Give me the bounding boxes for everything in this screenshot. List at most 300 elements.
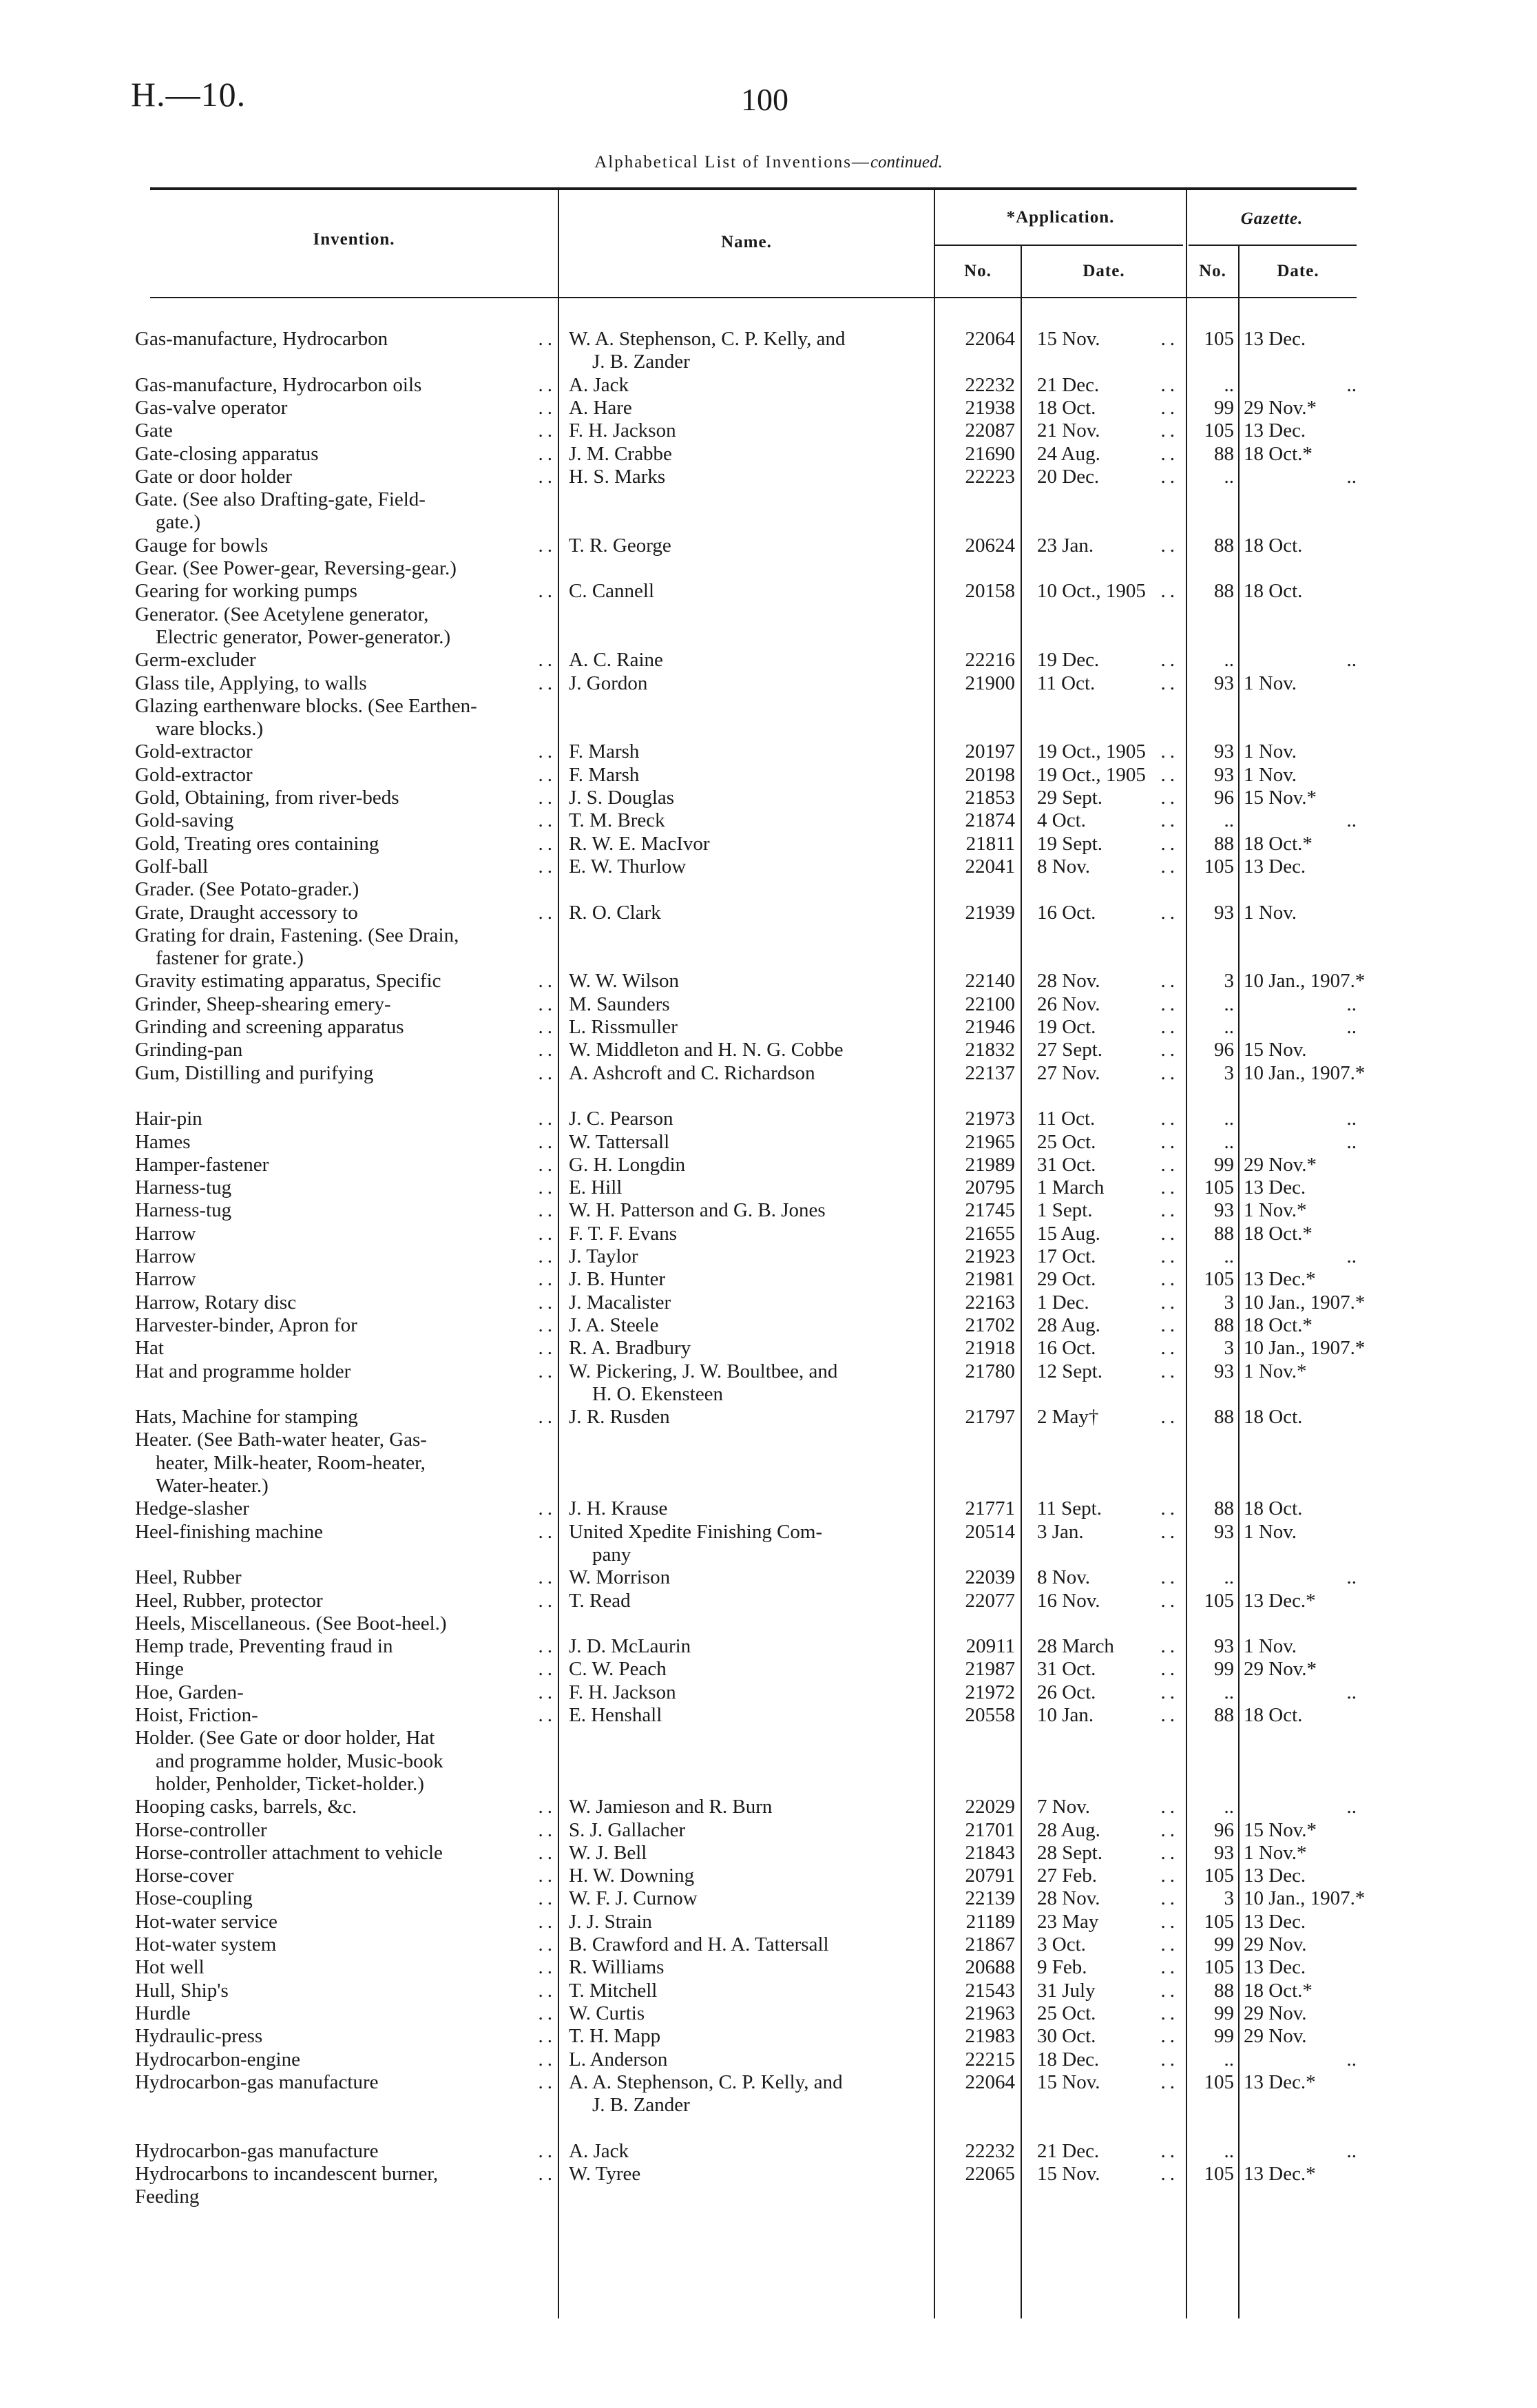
- app-no-cell-text: 21874: [965, 809, 1015, 832]
- leader-dots: ..: [1160, 787, 1179, 809]
- name-text: S. J. Gallacher: [569, 1818, 686, 1841]
- gaz-date-cell: [1244, 1223, 1357, 1245]
- name-text: B. Crawford and H. A. Tattersall: [569, 1933, 829, 1955]
- app-date-cell-text: 21 Dec.: [1037, 2139, 1100, 2162]
- app-date-cell: [1037, 902, 1179, 924]
- gaz-no-cell-text: 3: [1224, 1337, 1234, 1360]
- app-date-cell: [1037, 1658, 1179, 1680]
- app-date-cell-text: 8 Nov.: [1037, 855, 1091, 878]
- leader-dots: ..: [1160, 1681, 1179, 1703]
- gaz-date-cell: [1244, 833, 1357, 855]
- leader-dots: ..: [538, 1956, 556, 1979]
- gaz-date-cell: [1244, 1842, 1357, 1864]
- app-no-cell: [938, 580, 1015, 602]
- invention-cell: [135, 1887, 556, 1909]
- invention-text: Germ-excluder: [135, 649, 256, 672]
- invention-cell: [135, 1521, 556, 1543]
- app-date-cell-text: 29 Oct.: [1037, 1268, 1096, 1291]
- app-date-cell-text: 18 Oct.: [1037, 396, 1096, 419]
- leader-dots: ..: [1160, 1337, 1179, 1360]
- name-cell: [569, 534, 928, 557]
- leader-dots: ..: [1160, 2139, 1179, 2162]
- app-date-cell-text: 27 Feb.: [1037, 1865, 1097, 1887]
- gaz-no-cell: [1190, 1176, 1234, 1198]
- leader-dots: ..: [1160, 1199, 1179, 1222]
- name-cell: [569, 1314, 928, 1336]
- name-text: J. S. Douglas: [569, 787, 675, 809]
- leader-dots: ..: [538, 1520, 556, 1543]
- leader-dots: ..: [538, 1130, 556, 1153]
- name-text: R. O. Clark: [569, 901, 661, 924]
- app-no-cell: [938, 970, 1015, 992]
- name-cell: [569, 1223, 928, 1245]
- gaz-date-cell-text: 1 Nov.: [1244, 740, 1297, 763]
- name-text: R. Williams: [569, 1956, 665, 1979]
- app-no-cell: [938, 1956, 1015, 1978]
- gaz-no-cell: [1190, 1497, 1234, 1519]
- gaz-no-cell: [1190, 397, 1234, 419]
- gaz-date-cell-text: 10 Jan., 1907.*: [1244, 970, 1366, 993]
- app-no-cell-text: 21811: [965, 832, 1015, 855]
- gaz-date-cell: [1244, 443, 1357, 465]
- gaz-date-cell-text: 15 Nov.*: [1244, 1818, 1317, 1841]
- name-cell: [592, 2094, 952, 2116]
- app-no-cell-text: 20791: [965, 1865, 1015, 1887]
- leader-dots: ..: [538, 1199, 556, 1222]
- gaz-no-cell: [1190, 970, 1234, 992]
- app-date-cell-text: 7 Nov.: [1037, 1796, 1091, 1818]
- gaz-no-cell-text: 88: [1214, 1497, 1234, 1520]
- leader-dots: ..: [538, 787, 556, 809]
- app-no-cell-text: 21963: [965, 2002, 1015, 2024]
- gaz-no-cell: [1190, 902, 1234, 924]
- invention-text: Harvester-binder, Apron for: [135, 1314, 357, 1336]
- gaz-date-cell: [1244, 672, 1357, 694]
- gaz-no-cell-text: ..: [1224, 1245, 1234, 1267]
- name-text: J. Taylor: [569, 1245, 638, 1267]
- app-no-cell: [938, 1865, 1015, 1887]
- gaz-no-cell-text: 88: [1214, 442, 1234, 465]
- invention-cell: [156, 947, 556, 969]
- gaz-date-cell-text: ..: [1346, 2048, 1357, 2070]
- app-date-cell-text: 21 Nov.: [1037, 419, 1100, 442]
- app-date-cell-text: 26 Oct.: [1037, 1681, 1096, 1703]
- name-cell: [569, 1360, 928, 1382]
- gaz-date-cell-text: 10 Jan., 1907.*: [1244, 1887, 1366, 1910]
- gaz-date-cell-text: 1 Nov.*: [1244, 1360, 1307, 1382]
- invention-cell: [135, 557, 556, 579]
- gaz-no-cell: [1190, 1062, 1234, 1084]
- gaz-date-cell: [1244, 787, 1357, 809]
- name-text: W. F. J. Curnow: [569, 1887, 698, 1910]
- leader-dots: ..: [1160, 1268, 1179, 1291]
- name-text: F. H. Jackson: [569, 1681, 676, 1703]
- invention-cell: [135, 1016, 556, 1038]
- app-date-cell: [1037, 649, 1179, 671]
- invention-text: Grinder, Sheep-shearing emery-: [135, 993, 391, 1015]
- gaz-date-cell: [1244, 649, 1357, 671]
- leader-dots: ..: [1160, 1245, 1179, 1267]
- invention-text: Gas-manufacture, Hydrocarbon: [135, 328, 388, 350]
- name-cell: [569, 1176, 928, 1198]
- app-date-cell: [1037, 2048, 1179, 2070]
- gaz-no-cell-text: 105: [1204, 1956, 1234, 1979]
- name-cell: [569, 397, 928, 419]
- leader-dots: ..: [1160, 1314, 1179, 1336]
- app-date-cell-text: 11 Oct.: [1037, 672, 1096, 694]
- leader-dots: ..: [538, 832, 556, 855]
- name-cell: [569, 2140, 928, 2162]
- name-text: E. W. Thurlow: [569, 855, 687, 878]
- invention-cell: [156, 1452, 556, 1474]
- app-no-cell: [938, 2140, 1015, 2162]
- app-no-cell: [938, 1199, 1015, 1221]
- name-text: H. W. Downing: [569, 1865, 695, 1887]
- gaz-date-cell: [1244, 1635, 1357, 1657]
- gaz-date-cell: [1244, 2048, 1357, 2070]
- app-no-cell: [938, 2002, 1015, 2024]
- gaz-date-cell-text: ..: [1346, 1566, 1357, 1589]
- app-no-cell: [938, 2163, 1015, 2185]
- invention-text: Gold-saving: [135, 809, 234, 832]
- app-date-cell: [1037, 1704, 1179, 1726]
- invention-text: Gate. (See also Drafting-gate, Field-: [135, 488, 426, 511]
- app-no-cell-text: 21946: [965, 1016, 1015, 1038]
- name-cell: [569, 1108, 928, 1130]
- gaz-no-cell-text: ..: [1224, 649, 1234, 672]
- gaz-date-cell-text: ..: [1346, 1016, 1357, 1038]
- name-text: T. M. Breck: [569, 809, 665, 832]
- app-date-cell: [1037, 2163, 1179, 2185]
- app-no-cell: [938, 809, 1015, 831]
- app-no-cell-text: 21918: [965, 1337, 1015, 1360]
- name-text: C. Cannell: [569, 580, 655, 603]
- invention-text: Gas-valve operator: [135, 396, 288, 419]
- name-text: J. R. Rusden: [569, 1406, 670, 1429]
- app-date-cell: [1037, 1268, 1179, 1290]
- app-no-cell-text: 22232: [965, 2139, 1015, 2162]
- app-date-cell-text: 29 Sept.: [1037, 787, 1103, 809]
- gaz-no-cell: [1190, 2025, 1234, 2047]
- leader-dots: ..: [538, 1979, 556, 2002]
- invention-cell: [135, 672, 556, 694]
- leader-dots: ..: [1160, 373, 1179, 396]
- invention-text: Heels, Miscellaneous. (See Boot-heel.): [135, 1612, 447, 1634]
- app-no-cell-text: 22232: [965, 373, 1015, 396]
- gaz-date-cell-text: 13 Dec.: [1244, 1910, 1306, 1933]
- leader-dots: ..: [538, 672, 556, 694]
- invention-cell: [135, 878, 556, 900]
- name-cell: [569, 787, 928, 809]
- name-text: W. A. Stephenson, C. P. Kelly, and: [569, 328, 846, 350]
- invention-cell: [135, 740, 556, 762]
- invention-text: Hydrocarbon-gas manufacture: [135, 2070, 379, 2093]
- app-date-cell-text: 21 Dec.: [1037, 373, 1100, 396]
- invention-cell: [135, 328, 556, 350]
- invention-cell: [135, 2025, 556, 2047]
- gaz-date-cell-text: 29 Nov.: [1244, 2025, 1307, 2048]
- gaz-date-cell: [1244, 580, 1357, 602]
- app-date-cell: [1037, 1887, 1179, 1909]
- leader-dots: ..: [1160, 1933, 1179, 1955]
- name-cell: [569, 1865, 928, 1887]
- app-no-cell-text: 22139: [965, 1887, 1015, 1910]
- gaz-date-cell-text: 18 Oct.*: [1244, 1979, 1313, 2002]
- app-date-cell-text: 4 Oct.: [1037, 809, 1086, 832]
- invention-text: gate.): [156, 511, 201, 534]
- leader-dots: ..: [538, 1841, 556, 1864]
- table-top-rule: [150, 187, 1357, 190]
- gaz-no-cell-text: 88: [1214, 832, 1234, 855]
- gaz-no-cell: [1190, 1314, 1234, 1336]
- name-text: T. Mitchell: [569, 1979, 658, 2002]
- invention-cell: [135, 649, 556, 671]
- gaz-date-cell: [1244, 1016, 1357, 1038]
- gaz-date-cell: [1244, 993, 1357, 1015]
- invention-text: Horse-controller: [135, 1818, 267, 1841]
- app-date-cell-text: 28 March: [1037, 1635, 1114, 1658]
- leader-dots: ..: [1160, 970, 1179, 993]
- app-date-cell-text: 10 Oct., 1905: [1037, 580, 1146, 603]
- gaz-date-cell: [1244, 1980, 1357, 2002]
- leader-dots: ..: [538, 1566, 556, 1589]
- name-text: J. Macalister: [569, 1291, 671, 1314]
- gaz-no-cell: [1190, 1108, 1234, 1130]
- invention-text: Heater. (See Bath-water heater, Gas-: [135, 1429, 427, 1451]
- app-date-cell: [1037, 1635, 1179, 1657]
- app-no-cell: [938, 1521, 1015, 1543]
- invention-cell: [135, 1681, 556, 1703]
- app-date-cell-text: 20 Dec.: [1037, 465, 1100, 488]
- gaz-date-cell: [1244, 466, 1357, 488]
- invention-cell: [135, 374, 556, 396]
- app-no-cell: [938, 1337, 1015, 1359]
- app-no-cell: [938, 1108, 1015, 1130]
- gaz-no-cell: [1190, 1842, 1234, 1864]
- app-date-cell-text: 23 May: [1037, 1910, 1099, 1933]
- gaz-date-cell: [1244, 2025, 1357, 2047]
- app-no-cell: [938, 833, 1015, 855]
- name-cell: [569, 1245, 928, 1267]
- leader-dots: ..: [538, 1108, 556, 1130]
- leader-dots: ..: [538, 396, 556, 419]
- gaz-no-cell-text: 3: [1224, 1291, 1234, 1314]
- name-text: J. D. McLaurin: [569, 1635, 691, 1658]
- app-no-cell: [938, 1590, 1015, 1612]
- gaz-no-cell-text: ..: [1224, 993, 1234, 1015]
- app-no-cell-text: 21965: [965, 1130, 1015, 1153]
- gaz-no-cell: [1190, 1681, 1234, 1703]
- app-date-cell: [1037, 1291, 1179, 1314]
- gaz-no-cell: [1190, 2163, 1234, 2185]
- gaz-no-cell-text: 3: [1224, 970, 1234, 993]
- app-date-cell-text: 19 Oct.: [1037, 1016, 1096, 1038]
- name-cell: [569, 2002, 928, 2024]
- app-date-cell: [1037, 1016, 1179, 1038]
- name-text: F. Marsh: [569, 740, 640, 763]
- gaz-no-cell-text: ..: [1224, 1130, 1234, 1153]
- app-date-cell: [1037, 855, 1179, 878]
- app-date-cell: [1037, 2071, 1179, 2093]
- name-text: W. Pickering, J. W. Boultbee, and: [569, 1360, 838, 1382]
- gaz-date-cell: [1244, 1933, 1357, 1955]
- gaz-date-cell-text: 29 Nov.*: [1244, 1658, 1317, 1681]
- gaz-no-cell-text: 93: [1214, 763, 1234, 786]
- invention-cell: [135, 1566, 556, 1588]
- app-no-cell-text: 20558: [965, 1704, 1015, 1726]
- invention-cell: [156, 1773, 556, 1795]
- leader-dots: ..: [1160, 1176, 1179, 1199]
- gaz-date-cell-text: 13 Dec.: [1244, 419, 1306, 442]
- invention-text: Gravity estimating apparatus, Specific: [135, 970, 441, 993]
- leader-dots: ..: [1160, 1910, 1179, 1933]
- gaz-no-cell-text: 99: [1214, 1658, 1234, 1681]
- app-date-cell: [1037, 1566, 1179, 1588]
- leader-dots: ..: [1160, 1865, 1179, 1887]
- app-no-cell: [938, 374, 1015, 396]
- leader-dots: ..: [1160, 1061, 1179, 1084]
- app-no-cell-text: 21973: [965, 1108, 1015, 1130]
- gaz-date-cell: [1244, 1956, 1357, 1978]
- gaz-no-cell-text: 88: [1214, 534, 1234, 557]
- gaz-no-cell-text: 93: [1214, 1635, 1234, 1658]
- invention-text: Hoe, Garden-: [135, 1681, 244, 1703]
- app-no-cell: [938, 1933, 1015, 1955]
- leader-dots: ..: [538, 2139, 556, 2162]
- invention-cell: [135, 1497, 556, 1519]
- invention-text: Water-heater.): [156, 1475, 269, 1497]
- leader-dots: ..: [1160, 1360, 1179, 1382]
- name-cell: [569, 855, 928, 878]
- name-text: T. Read: [569, 1589, 631, 1612]
- app-no-cell-text: 21771: [965, 1497, 1015, 1520]
- invention-cell: [135, 970, 556, 992]
- app-date-cell: [1037, 1131, 1179, 1153]
- app-date-cell-text: 15 Nov.: [1037, 2070, 1100, 2093]
- gaz-no-cell-text: 93: [1214, 1360, 1234, 1382]
- invention-cell: [135, 855, 556, 878]
- leader-dots: ..: [538, 1704, 556, 1726]
- gaz-date-cell-text: 13 Dec.: [1244, 1865, 1306, 1887]
- invention-text: Harrow: [135, 1222, 196, 1245]
- col-sep-gazno-gazdate: [1238, 246, 1240, 2318]
- app-no-cell: [938, 855, 1015, 878]
- invention-cell: [135, 1062, 556, 1084]
- gaz-no-cell: [1190, 1911, 1234, 1933]
- gaz-no-cell: [1190, 1039, 1234, 1061]
- app-subheader-rule: [935, 245, 1183, 246]
- app-no-cell-text: 21989: [965, 1153, 1015, 1176]
- gaz-no-cell: [1190, 809, 1234, 831]
- gaz-date-cell-text: ..: [1346, 1245, 1357, 1267]
- gaz-date-cell-text: 18 Oct.*: [1244, 1314, 1313, 1336]
- app-date-cell: [1037, 1337, 1179, 1359]
- invention-text: Gum, Distilling and purifying: [135, 1061, 374, 1084]
- gaz-no-cell-text: ..: [1224, 1796, 1234, 1818]
- invention-text: Hydrocarbons to incandescent burner,: [135, 2163, 439, 2185]
- invention-text: Hat and programme holder: [135, 1360, 351, 1382]
- app-date-cell: [1037, 1956, 1179, 1978]
- invention-cell: [135, 1842, 556, 1864]
- leader-dots: ..: [1160, 1589, 1179, 1612]
- gaz-no-cell: [1190, 1154, 1234, 1176]
- leader-dots: ..: [538, 580, 556, 603]
- app-no-cell-text: 20624: [965, 534, 1015, 557]
- app-date-cell: [1037, 1842, 1179, 1864]
- invention-text: Horse-cover: [135, 1865, 234, 1887]
- gaz-date-cell-text: ..: [1346, 465, 1357, 488]
- gaz-date-cell: [1244, 855, 1357, 878]
- invention-text: Gate-closing apparatus: [135, 442, 319, 465]
- name-text: W. J. Bell: [569, 1841, 647, 1864]
- app-no-cell: [938, 1887, 1015, 1909]
- name-cell: [569, 1062, 928, 1084]
- name-cell: [569, 1497, 928, 1519]
- leader-dots: ..: [538, 2002, 556, 2024]
- leader-dots: ..: [1160, 2163, 1179, 2185]
- gaz-date-cell-text: 18 Oct.: [1244, 1704, 1303, 1726]
- invention-text: Hats, Machine for stamping: [135, 1406, 358, 1429]
- gaz-no-cell: [1190, 2048, 1234, 2070]
- invention-text: Hose-coupling: [135, 1887, 253, 1910]
- gaz-date-cell-text: ..: [1346, 809, 1357, 832]
- gaz-date-cell: [1244, 1199, 1357, 1221]
- leader-dots: ..: [538, 465, 556, 488]
- app-no-cell-text: 21745: [965, 1199, 1015, 1222]
- gaz-no-cell-text: 93: [1214, 1199, 1234, 1222]
- gaz-no-cell: [1190, 328, 1234, 350]
- app-no-cell-text: 22064: [965, 2070, 1015, 2093]
- invention-text: Harrow: [135, 1245, 196, 1267]
- gaz-no-cell-text: 88: [1214, 580, 1234, 603]
- gaz-no-cell-text: ..: [1224, 1566, 1234, 1589]
- gaz-no-cell: [1190, 1199, 1234, 1221]
- gaz-no-cell-text: 88: [1214, 1406, 1234, 1429]
- invention-cell: [135, 2186, 556, 2208]
- invention-cell: [135, 1590, 556, 1612]
- header-application: *Application.: [1006, 208, 1115, 227]
- invention-cell: [135, 1658, 556, 1680]
- app-date-cell-text: 30 Oct.: [1037, 2025, 1096, 2048]
- invention-text: Hemp trade, Preventing fraud in: [135, 1635, 393, 1658]
- app-no-cell-text: 21797: [965, 1406, 1015, 1429]
- leader-dots: ..: [538, 1497, 556, 1520]
- app-date-cell: [1037, 1980, 1179, 2002]
- gaz-date-cell: [1244, 1061, 1366, 1084]
- invention-cell: [135, 764, 556, 786]
- app-date-cell-text: 27 Sept.: [1037, 1039, 1103, 1061]
- gaz-date-cell: [1244, 1291, 1366, 1314]
- app-no-cell: [938, 1291, 1015, 1314]
- name-text: W. Jamieson and R. Burn: [569, 1796, 773, 1818]
- gaz-date-cell: [1244, 2071, 1357, 2093]
- invention-text: Grinding-pan: [135, 1039, 243, 1061]
- leader-dots: ..: [538, 442, 556, 465]
- gaz-no-cell: [1190, 2140, 1234, 2162]
- gaz-date-cell: [1244, 1911, 1357, 1933]
- name-text: E. Henshall: [569, 1704, 662, 1726]
- invention-cell: [135, 924, 556, 946]
- name-cell: [569, 1199, 928, 1221]
- app-date-cell-text: 19 Oct., 1905: [1037, 763, 1146, 786]
- app-no-cell-text: 22039: [965, 1566, 1015, 1589]
- app-date-cell: [1037, 970, 1179, 992]
- gaz-date-cell: [1244, 419, 1357, 442]
- invention-cell: [135, 1980, 556, 2002]
- name-cell: [569, 328, 928, 350]
- name-text: A. C. Raine: [569, 649, 663, 672]
- gaz-date-cell-text: 13 Dec.*: [1244, 1268, 1316, 1291]
